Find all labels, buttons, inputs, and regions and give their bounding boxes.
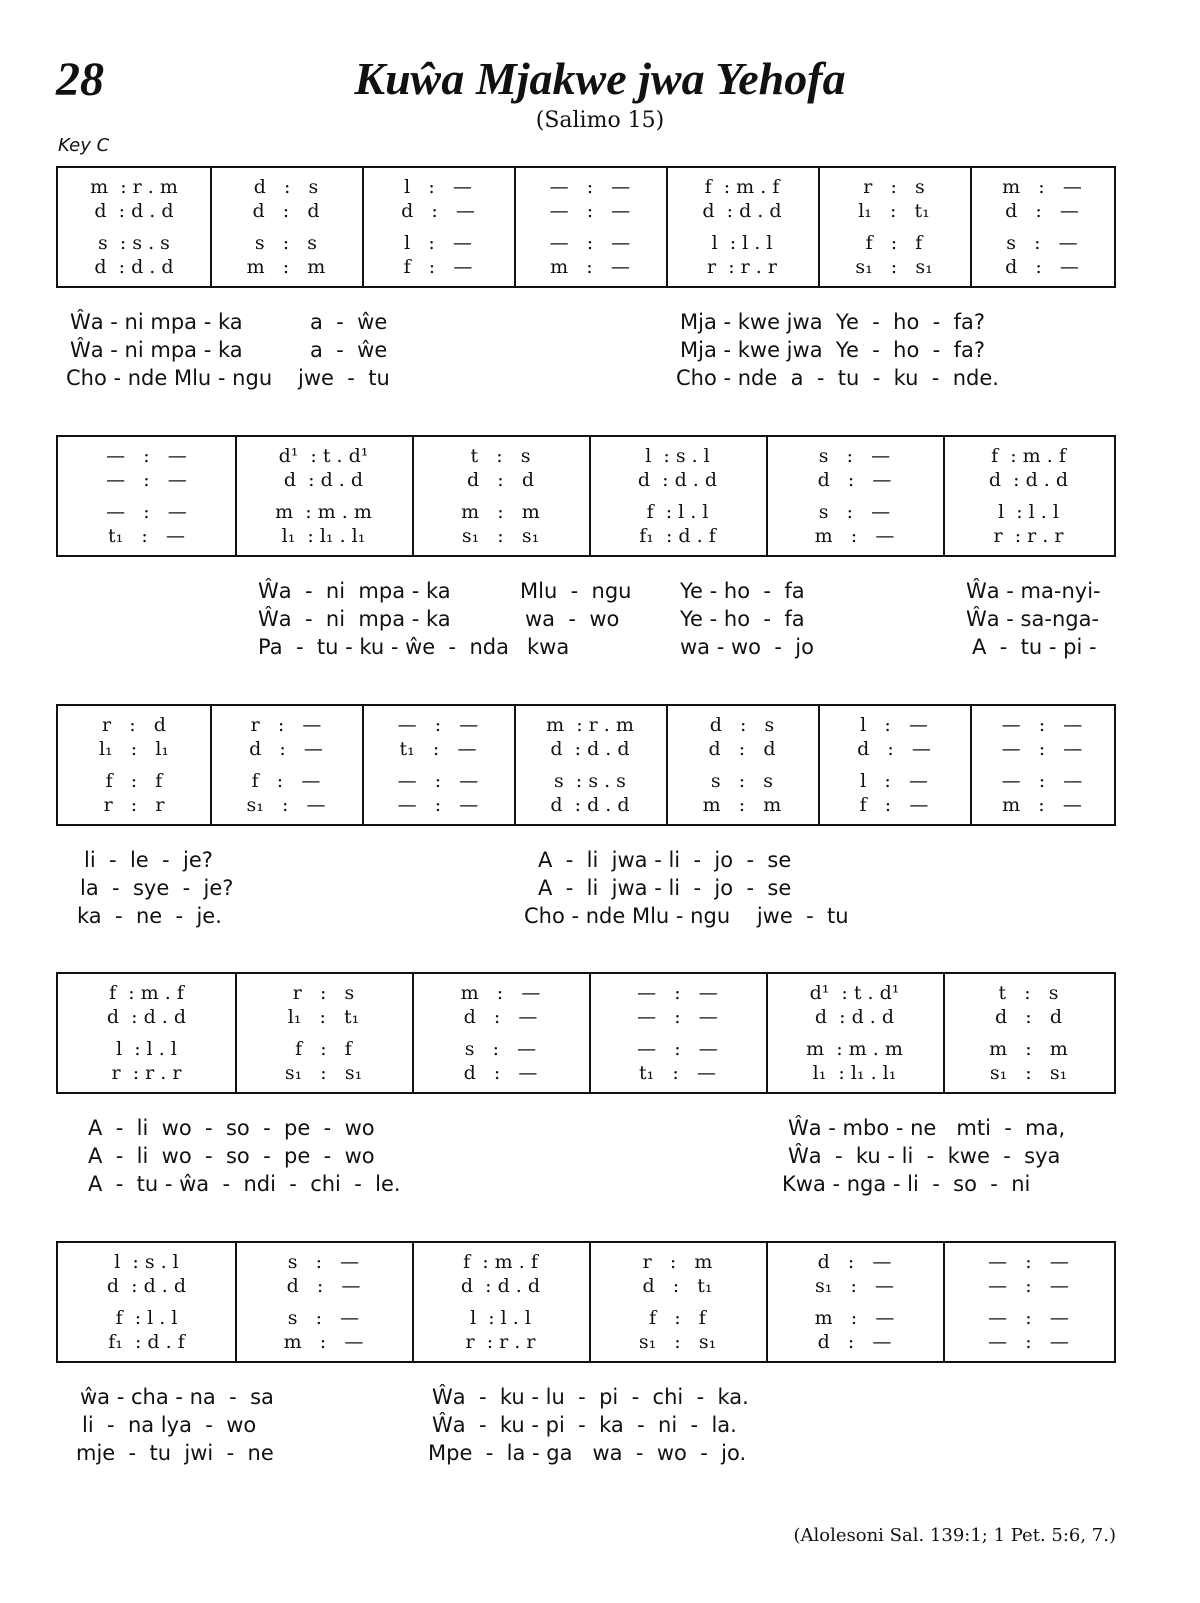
bar-line [666, 168, 668, 286]
solfa-notes: r : s [292, 982, 355, 1004]
solfa-notes: d : d . d [106, 1006, 187, 1028]
solfa-notes: d : d . d [94, 200, 174, 222]
solfa-notes: s : — [287, 1307, 360, 1329]
solfa-notes: d : d . d [283, 469, 364, 491]
bar-line [514, 168, 516, 286]
lyric-line [0, 1413, 1200, 1439]
bar-line [362, 706, 364, 824]
solfa-notes: d : d . d [814, 1006, 895, 1028]
solfa-notes: m : m [989, 1038, 1068, 1060]
lyric-segment: Ŵa - ni mpa - ka [70, 310, 243, 334]
lyric-segment: Pa - tu - ku - ŵe - nda [258, 635, 509, 659]
solfa-notes: l : — [860, 770, 928, 792]
solfa-notes: s₁ : — [246, 794, 326, 816]
music-system [56, 435, 1116, 557]
lyric-segment: li - na lya - wo [82, 1413, 257, 1437]
lyric-line [0, 366, 1200, 392]
solfa-notes: — : — [106, 501, 187, 523]
lyric-segment: Ŵa - ma-nyi- [966, 579, 1101, 603]
lyric-segment: Ŵa - ni mpa - ka [70, 338, 243, 362]
bar-line [210, 706, 212, 824]
solfa-notes: l₁ : t₁ [858, 200, 930, 222]
solfa-notes: r : s [863, 176, 925, 198]
lyric-segment: Ŵa - ku - li - kwe - sya [788, 1144, 1061, 1168]
solfa-notes: s : — [818, 445, 891, 467]
solfa-notes: r : r . r [707, 256, 777, 278]
lyric-segment: Ŵa - ku - pi - ka - ni - la. [432, 1413, 737, 1437]
lyric-segment: Kwa - nga - li - so - ni [782, 1172, 1031, 1196]
lyric-segment: Mja - kwe jwa Ye - ho - fa? [680, 310, 985, 334]
solfa-notes: f : — [251, 770, 321, 792]
bar-line [412, 1243, 414, 1361]
bar-line [943, 437, 945, 555]
solfa-notes: l : — [860, 714, 928, 736]
solfa-notes: s₁ : s₁ [855, 256, 933, 278]
lyric-line [0, 1116, 1200, 1142]
bar-line [412, 974, 414, 1092]
solfa-notes: d : d . d [106, 1275, 187, 1297]
bar-line [970, 706, 972, 824]
lyric-segment: Ŵa - ku - lu - pi - chi - ka. [432, 1385, 749, 1409]
solfa-notes: m : — [550, 256, 630, 278]
solfa-notes: s₁ : s₁ [461, 525, 540, 547]
solfa-notes: — : — [549, 232, 631, 254]
lyric-segment: Mja - kwe jwa Ye - ho - fa? [680, 338, 985, 362]
solfa-notes: s : s [710, 770, 774, 792]
solfa-notes: d¹ : t . d¹ [278, 445, 369, 467]
solfa-notes: t : s [998, 982, 1059, 1004]
bar-line [943, 974, 945, 1092]
solfa-notes: l : l . l [116, 1038, 177, 1060]
solfa-notes: — : — [397, 714, 479, 736]
solfa-notes: — : — [637, 982, 718, 1004]
solfa-notes: f : m . f [991, 445, 1066, 467]
solfa-notes: m : — [814, 1307, 895, 1329]
solfa-notes: f : f [865, 232, 923, 254]
solfa-notes: d : d . d [702, 200, 782, 222]
solfa-notes: s : s . s [554, 770, 626, 792]
lyric-line [0, 607, 1200, 633]
bar-line [943, 1243, 945, 1361]
solfa-notes: d : s [709, 714, 775, 736]
lyric-segment: Ye - ho - fa [680, 579, 805, 603]
solfa-notes: t₁ : — [639, 1062, 716, 1084]
lyric-line [0, 876, 1200, 902]
solfa-notes: r : r . r [465, 1331, 536, 1353]
solfa-notes: — : — [1001, 714, 1083, 736]
lyric-segment: wa - wo - jo [680, 635, 814, 659]
solfa-notes: m : — [283, 1331, 364, 1353]
solfa-notes: — : — [637, 1038, 718, 1060]
bar-line [210, 168, 212, 286]
bar-line [818, 706, 820, 824]
solfa-notes: — : — [549, 176, 631, 198]
lyric-segment: ŵa - cha - na - sa [80, 1385, 274, 1409]
solfa-notes: m : — [814, 525, 895, 547]
solfa-notes: t₁ : — [108, 525, 185, 547]
solfa-notes: m : — [1002, 176, 1082, 198]
solfa-notes: d : t₁ [642, 1275, 713, 1297]
lyric-segment: a - ŵe [310, 338, 388, 362]
solfa-notes: — : — [397, 794, 479, 816]
bar-line [235, 1243, 237, 1361]
lyric-segment: A - li wo - so - pe - wo [88, 1144, 375, 1168]
lyric-line [0, 1441, 1200, 1467]
solfa-notes: s : — [818, 501, 891, 523]
solfa-notes: — : — [988, 1275, 1069, 1297]
solfa-notes: f : f [105, 770, 163, 792]
lyric-segment: li - le - je? [84, 848, 213, 872]
lyric-line [0, 310, 1200, 336]
solfa-notes: — : — [1001, 770, 1083, 792]
bar-line [766, 437, 768, 555]
lyric-segment: Ŵa - ni mpa - ka [258, 579, 451, 603]
hymn-title: Kuŵa Mjakwe jwa Yehofa [354, 53, 846, 104]
solfa-notes: s₁ : s₁ [638, 1331, 717, 1353]
solfa-notes: l₁ : l₁ [98, 738, 170, 760]
bar-line [235, 437, 237, 555]
music-system [56, 1241, 1116, 1363]
solfa-notes: s₁ : s₁ [284, 1062, 363, 1084]
solfa-notes: d : d . d [550, 738, 630, 760]
solfa-notes: d : — [463, 1062, 538, 1084]
lyric-segment: A - tu - pi - [972, 635, 1097, 659]
solfa-notes: f : m . f [704, 176, 780, 198]
solfa-notes: l : l . l [470, 1307, 531, 1329]
solfa-notes: — : — [106, 469, 187, 491]
bar-line [362, 168, 364, 286]
hymn-number: 28 [56, 53, 104, 106]
music-system [56, 166, 1116, 288]
solfa-notes: d : d . d [550, 794, 630, 816]
lyric-segment: Ye - ho - fa [680, 607, 805, 631]
solfa-notes: f : — [403, 256, 473, 278]
solfa-notes: f : f [649, 1307, 706, 1329]
lyric-line [0, 848, 1200, 874]
solfa-notes: d : — [857, 738, 931, 760]
solfa-notes: m : r . m [90, 176, 178, 198]
hymn-subtitle: (Salimo 15) [535, 108, 665, 133]
solfa-notes: — : — [1001, 738, 1083, 760]
solfa-notes: — : — [637, 1006, 718, 1028]
lyric-line [0, 635, 1200, 661]
bar-line [818, 168, 820, 286]
solfa-notes: f : m . f [109, 982, 184, 1004]
lyric-segment: Cho - nde Mlu - ngu [66, 366, 273, 390]
solfa-notes: — : — [397, 770, 479, 792]
solfa-notes: s : s . s [98, 232, 170, 254]
solfa-notes: l : — [404, 232, 472, 254]
solfa-notes: d : — [249, 738, 323, 760]
lyric-segment: wa - wo [525, 607, 620, 631]
solfa-notes: f : l . l [115, 1307, 178, 1329]
solfa-notes: f : — [859, 794, 929, 816]
bar-line [235, 974, 237, 1092]
lyric-line [0, 579, 1200, 605]
lyric-line [0, 904, 1200, 930]
lyric-segment: A - li wo - so - pe - wo [88, 1116, 375, 1140]
key-signature: Key C [58, 135, 110, 156]
lyric-segment: A - tu - ŵa - ndi - chi - le. [88, 1172, 401, 1196]
solfa-notes: l : l . l [711, 232, 773, 254]
solfa-notes: r : r . r [111, 1062, 182, 1084]
solfa-notes: t : s [470, 445, 531, 467]
solfa-notes: d : d [995, 1006, 1062, 1028]
lyric-segment: ka - ne - je. [77, 904, 222, 928]
solfa-notes: m : m [461, 501, 540, 523]
solfa-notes: d : — [1005, 200, 1079, 222]
bar-line [970, 168, 972, 286]
lyric-line [0, 338, 1200, 364]
solfa-notes: s₁ : — [814, 1275, 894, 1297]
solfa-notes: f₁ : d . f [639, 525, 716, 547]
lyric-segment: Ŵa - ni mpa - ka [258, 607, 451, 631]
solfa-notes: d : — [463, 1006, 538, 1028]
solfa-notes: — : — [549, 200, 631, 222]
solfa-notes: l₁ : l₁ . l₁ [281, 525, 366, 547]
bar-line [589, 974, 591, 1092]
bar-line [766, 974, 768, 1092]
solfa-notes: r : d [102, 714, 166, 736]
lyric-line [0, 1172, 1200, 1198]
scripture-reference: (Alolesoni Sal. 139:1; 1 Pet. 5:6, 7.) [793, 1525, 1116, 1546]
solfa-notes: d : d [708, 738, 776, 760]
bar-line [589, 437, 591, 555]
solfa-notes: f₁ : d . f [108, 1331, 185, 1353]
solfa-notes: d : — [1005, 256, 1079, 278]
solfa-notes: d : — [401, 200, 475, 222]
solfa-notes: d : d [252, 200, 320, 222]
lyric-line [0, 1144, 1200, 1170]
bar-line [514, 706, 516, 824]
solfa-notes: d : d . d [637, 469, 718, 491]
solfa-notes: l : s . l [645, 445, 710, 467]
solfa-notes: d : d . d [460, 1275, 541, 1297]
lyric-segment: A - li jwa - li - jo - se [538, 848, 792, 872]
solfa-notes: m : m [246, 256, 326, 278]
solfa-notes: m : — [1002, 794, 1082, 816]
solfa-notes: d : — [817, 1331, 892, 1353]
solfa-notes: s : — [287, 1251, 360, 1273]
lyric-segment: Cho - nde Mlu - ngu jwe - tu [524, 904, 849, 928]
solfa-notes: l₁ : t₁ [287, 1006, 360, 1028]
lyric-segment: Ŵa - mbo - ne mti - ma, [788, 1116, 1066, 1140]
solfa-notes: — : — [988, 1307, 1069, 1329]
bar-line [766, 1243, 768, 1361]
solfa-notes: r : m [642, 1251, 713, 1273]
solfa-notes: d : d . d [94, 256, 174, 278]
lyric-segment: jwe - tu [298, 366, 390, 390]
solfa-notes: — : — [988, 1251, 1069, 1273]
solfa-notes: m : r . m [546, 714, 634, 736]
lyric-segment: la - sye - je? [80, 876, 234, 900]
solfa-notes: d : — [817, 469, 892, 491]
solfa-notes: l₁ : l₁ . l₁ [812, 1062, 897, 1084]
lyric-segment: A - li jwa - li - jo - se [538, 876, 792, 900]
solfa-notes: f : l . l [646, 501, 709, 523]
lyric-segment: Cho - nde a - tu - ku - nde. [676, 366, 999, 390]
lyric-segment: Mpe - la - ga wa - wo - jo. [428, 1441, 747, 1465]
solfa-notes: d : s [253, 176, 319, 198]
solfa-notes: d : — [286, 1275, 361, 1297]
solfa-notes: m : m . m [806, 1038, 903, 1060]
solfa-notes: f : f [295, 1038, 352, 1060]
bar-line [589, 1243, 591, 1361]
lyric-segment: mje - tu jwi - ne [76, 1441, 274, 1465]
music-system [56, 704, 1116, 826]
solfa-notes: r : — [250, 714, 322, 736]
solfa-notes: r : r . r [993, 525, 1064, 547]
solfa-notes: l : s . l [114, 1251, 179, 1273]
solfa-notes: m : — [460, 982, 541, 1004]
solfa-notes: s : — [1006, 232, 1078, 254]
solfa-notes: s : s [254, 232, 318, 254]
solfa-notes: — : — [106, 445, 187, 467]
solfa-notes: — : — [988, 1331, 1069, 1353]
solfa-notes: f : m . f [463, 1251, 538, 1273]
lyric-segment: a - ŵe [310, 310, 388, 334]
solfa-notes: s : — [464, 1038, 537, 1060]
solfa-notes: r : r [103, 794, 165, 816]
solfa-notes: d : d . d [988, 469, 1069, 491]
lyric-segment: Mlu - ngu [520, 579, 632, 603]
solfa-notes: s₁ : s₁ [989, 1062, 1068, 1084]
solfa-notes: d¹ : t . d¹ [809, 982, 900, 1004]
solfa-notes: l : l . l [998, 501, 1059, 523]
solfa-notes: t₁ : — [399, 738, 477, 760]
solfa-notes: l : — [404, 176, 472, 198]
solfa-notes: m : m [702, 794, 782, 816]
music-system [56, 972, 1116, 1094]
solfa-notes: d : d [467, 469, 534, 491]
solfa-notes: m : m . m [275, 501, 372, 523]
lyric-line [0, 1385, 1200, 1411]
bar-line [666, 706, 668, 824]
bar-line [412, 437, 414, 555]
solfa-notes: d : — [817, 1251, 892, 1273]
lyric-segment: Ŵa - sa-nga- [966, 607, 1100, 631]
lyric-segment: kwa [527, 635, 570, 659]
